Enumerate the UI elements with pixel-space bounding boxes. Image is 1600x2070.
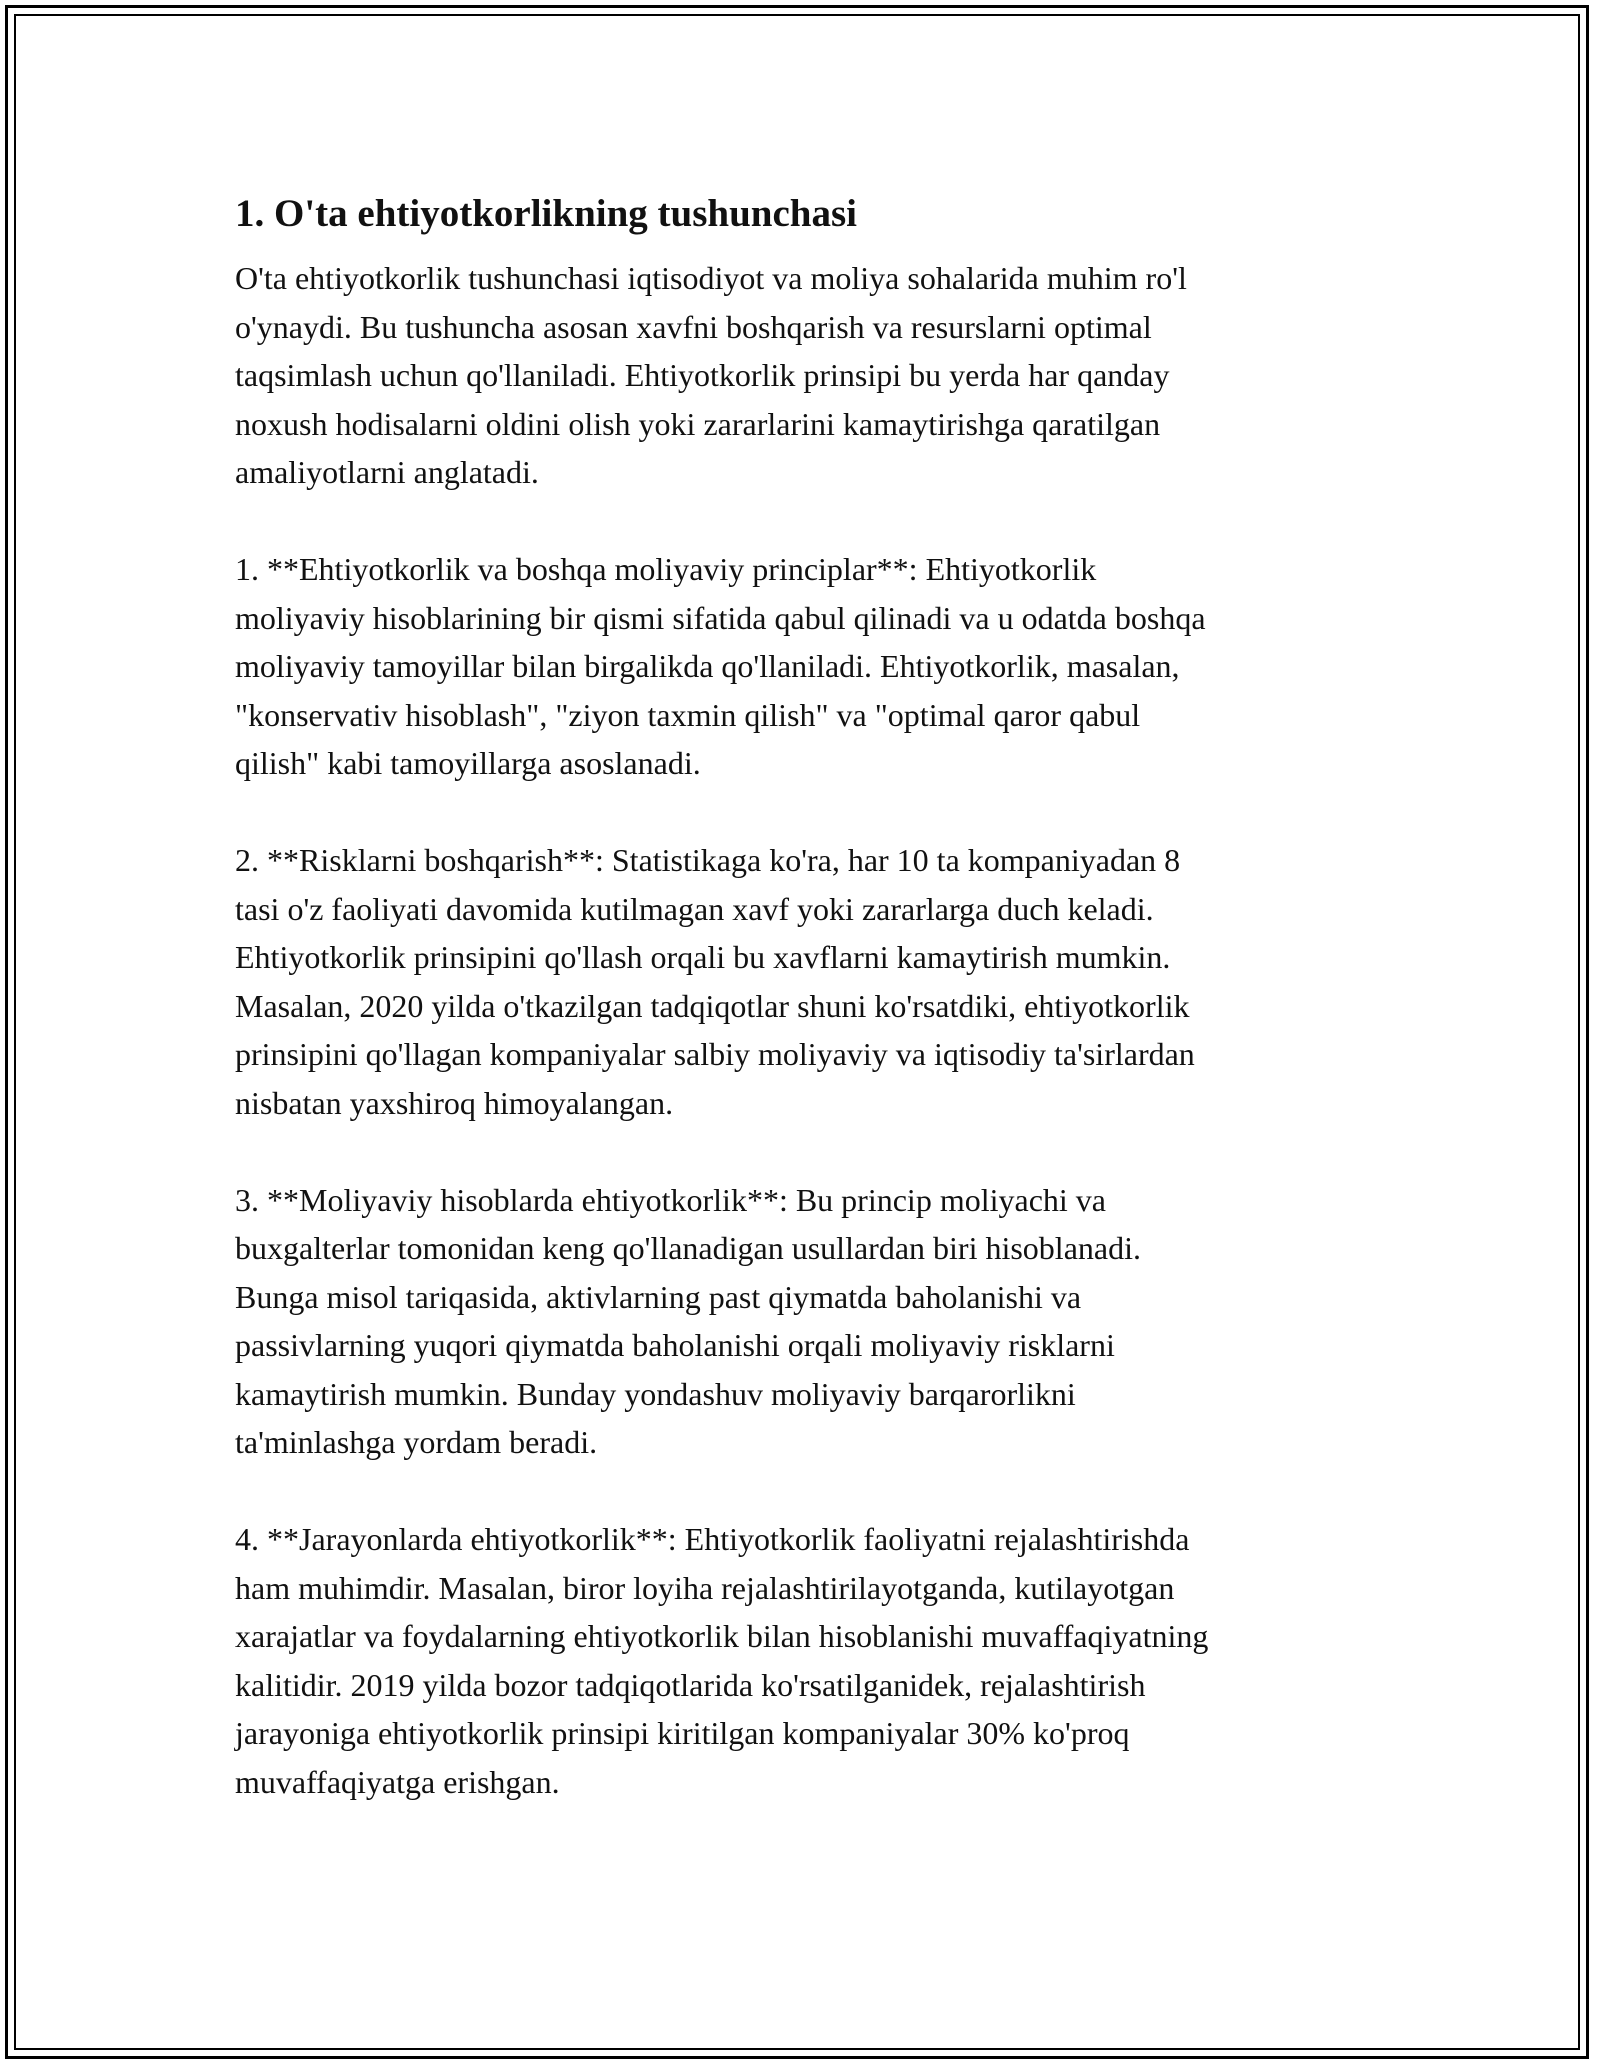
paragraph-1-principles: 1. **Ehtiyotkorlik va boshqa moliyaviy principlar**: Ehtiyotkorlik moliyaviy hisoblarining bir qismi sifatida qabul qilinadi va u odatda boshqa moliyaviy tamoyillar bilan birgalikda qo'llaniladi. Ehtiyotkorlik, masalan, "konservativ hisoblash", "ziyon taxmin qilish" va "optimal qaror qabul qilish" kabi tamoyillarga asoslanadi. xyxy=(235,551,1206,781)
document-title: 1. O'ta ehtiyotkorlikning tushunchasi xyxy=(235,192,857,235)
paragraph-4-processes: 4. **Jarayonlarda ehtiyotkorlik**: Ehtiyotkorlik faoliyatni rejalashtirishda ham muhimdir. Masalan, biror loyiha rejalashtirilayotganda, kutilayotgan xarajatlar va foydalarning ehtiyotkorlik bilan hisoblanishi muvaffaqiyatning kalitidir. 2019 yilda bozor tadqiqotlarida ko'rsatilganidek, rejalashtirish jarayoniga ehtiyotkorlik prinsipi kiritilgan kompaniyalar 30% ko'proq muvaffaqiyatga erishgan. xyxy=(235,1521,1209,1800)
intro-paragraph: O'ta ehtiyotkorlik tushunchasi iqtisodiyot va moliya sohalarida muhim ro'l o'ynaydi. Bu tushuncha asosan xavfni boshqarish va resurslarni optimal taqsimlash uchun qo'llaniladi. Ehtiyotkorlik prinsipi bu yerda har qanday noxush hodisalarni oldini olish yoki zararlarini kamaytirishga qaratilgan amaliyotlarni anglatadi. xyxy=(235,260,1187,490)
paragraph-2-risk-management: 2. **Risklarni boshqarish**: Statistikaga ko'ra, har 10 ta kompaniyadan 8 tasi o'z faoliyati davomida kutilmagan xavf yoki zararlarga duch keladi. Ehtiyotkorlik prinsipini qo'llash orqali bu xavflarni kamaytirish mumkin. Masalan, 2020 yilda o'tkazilgan tadqiqotlar shuni ko'rsatdiki, ehtiyotkorlik prinsipini qo'llagan kompaniyalar salbiy moliyaviy va iqtisodiy ta'sirlardan nisbatan yaxshiroq himoyalangan. xyxy=(235,842,1195,1121)
paragraph-3-financial-accounts: 3. **Moliyaviy hisoblarda ehtiyotkorlik**: Bu princip moliyachi va buxgalterlar tomonidan keng qo'llanadigan usullardan biri hisoblanadi. Bunga misol tariqasida, aktivlarning past qiymatda baholanishi va passivlarning yuqori qiymatda baholanishi orqali moliyaviy risklarni kamaytirish mumkin. Bunday yondashuv moliyaviy barqarorlikni ta'minlashga yordam beradi. xyxy=(235,1181,1141,1460)
document-body xyxy=(235,190,1375,1806)
